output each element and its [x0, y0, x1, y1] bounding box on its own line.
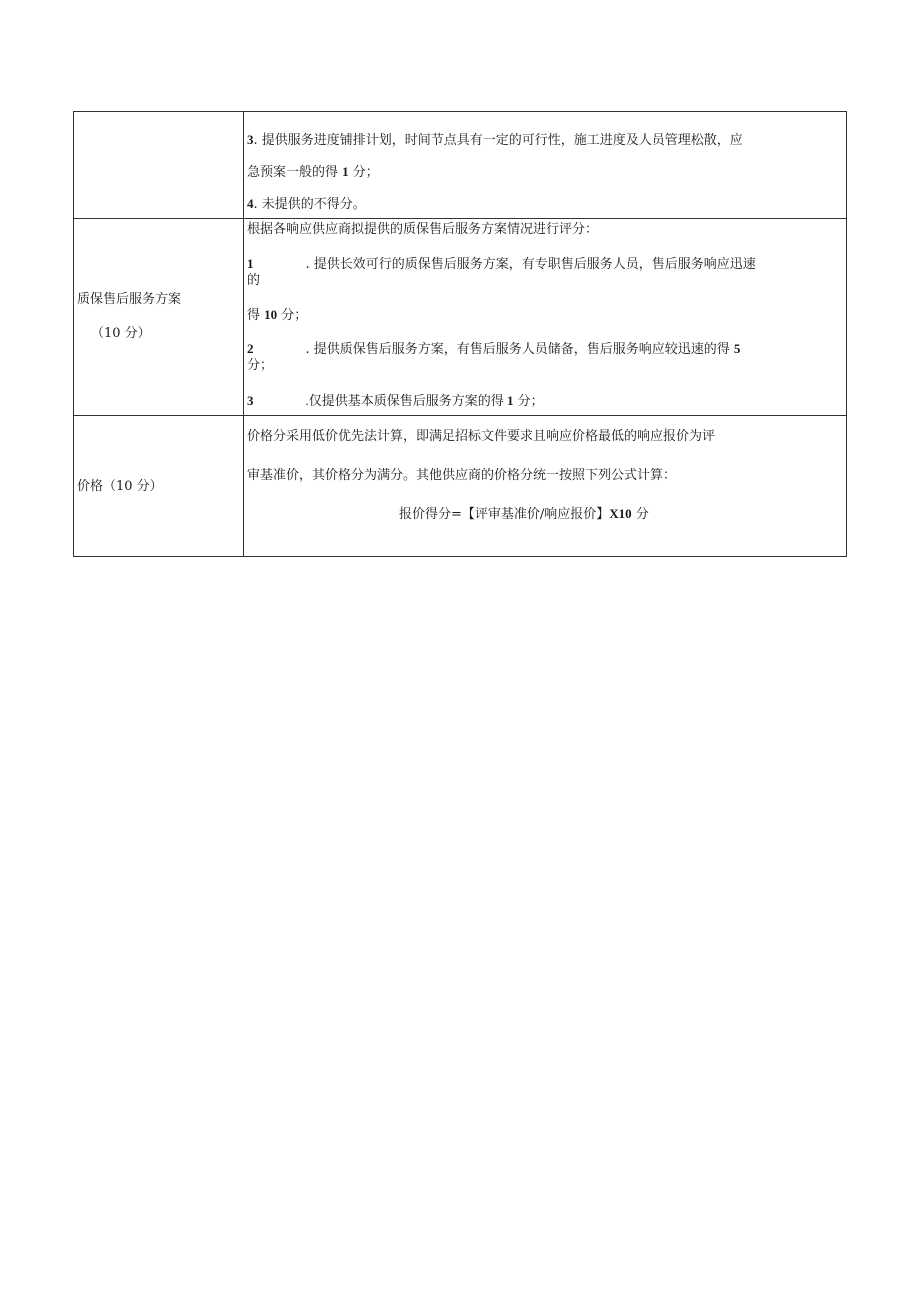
item-text: . 提供服务进度铺排计划，时间节点具有一定的可行性，施工进度及人员管理松散，应: [253, 133, 743, 148]
score-value: 5: [733, 341, 741, 356]
rule-line: [247, 392, 544, 410]
table-row: [74, 219, 847, 416]
criteria-cell: [74, 416, 244, 557]
rule-line: [247, 255, 756, 273]
item-text: .仅提供基本质保售后服务方案的得: [305, 393, 508, 408]
criteria-label: 质保售后服务方案: [77, 292, 182, 307]
rule-line: [247, 195, 366, 213]
criteria-points: （10 分）: [91, 326, 151, 341]
rule-line: 审基准价，其价格分为满分。其他供应商的价格分统一按照下列公式计算：: [247, 468, 677, 483]
item-text: 分；: [513, 394, 544, 409]
item-text: . 未提供的不得分。: [253, 197, 366, 212]
rule-cell: [244, 416, 847, 557]
table-row: [74, 112, 847, 219]
rule-line: [247, 163, 379, 181]
rule-line: [247, 340, 740, 358]
criteria-cell: [74, 219, 244, 416]
table-row: [74, 416, 847, 557]
formula: [399, 505, 649, 523]
formula-text: 分: [631, 507, 649, 522]
item-text: 分；: [348, 165, 379, 180]
item-number: 4: [247, 196, 254, 211]
rule-cell: [244, 219, 847, 416]
score-value: 1: [342, 164, 349, 179]
item-text: 的: [247, 273, 261, 288]
rule-line: [247, 131, 743, 149]
item-text: . 提供质保售后服务方案，有售后服务人员储备，售后服务响应较迅速的得: [305, 342, 734, 357]
item-number: 3: [247, 393, 254, 408]
item-text: 得: [247, 308, 265, 323]
score-value: 10: [264, 307, 278, 322]
item-number: 3: [247, 132, 254, 147]
rule-line: 价格分采用低价优先法计算，即满足招标文件要求且响应价格最低的响应报价为评: [247, 429, 716, 444]
item-text: 分；: [247, 358, 274, 373]
rule-line: [247, 306, 307, 324]
item-number: 1: [247, 256, 254, 271]
criteria-label: 价格（10 分）: [77, 479, 163, 494]
criteria-cell: [74, 112, 244, 219]
formula-text: 报价得分=【评审基准价/响应报价】: [399, 507, 610, 522]
item-text: 分；: [277, 308, 308, 323]
scoring-table: [73, 111, 847, 557]
rule-intro: 根据各响应供应商拟提供的质保售后服务方案情况进行评分：: [247, 222, 599, 237]
item-number: 2: [247, 341, 254, 356]
formula-multiplier: X10: [609, 506, 632, 521]
score-value: 1: [507, 393, 514, 408]
rule-cell: [244, 112, 847, 219]
item-text: . 提供长效可行的质保售后服务方案，有专职售后服务人员，售后服务响应迅速: [305, 257, 756, 272]
item-text: 急预案一般的得: [247, 165, 343, 180]
